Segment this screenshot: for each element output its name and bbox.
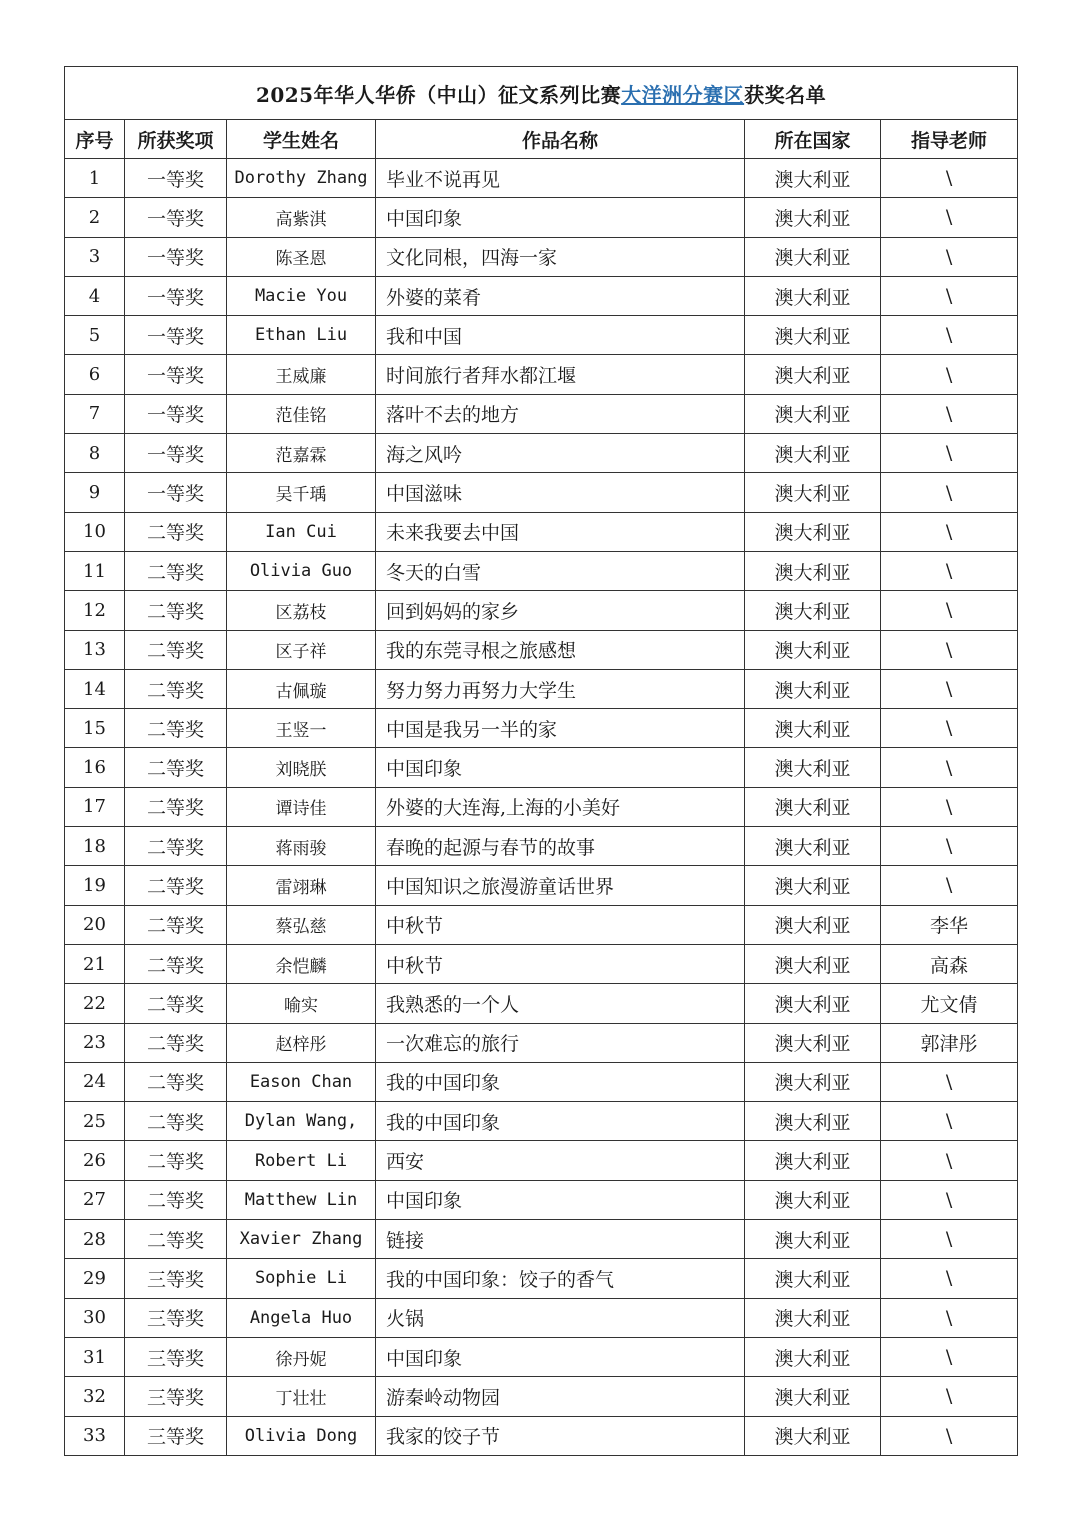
cell-country: 澳大利亚	[745, 473, 881, 512]
cell-work-title: 中国印象	[376, 198, 745, 237]
cell-index: 33	[65, 1416, 125, 1455]
cell-work-title: 我的东莞寻根之旅感想	[376, 630, 745, 669]
table-row	[65, 1062, 1018, 1101]
cell-teacher: \	[881, 709, 1018, 748]
cell-country: 澳大利亚	[745, 394, 881, 433]
cell-work-title: 链接	[376, 1220, 745, 1259]
region-link[interactable]: 大洋洲分赛区	[621, 82, 745, 107]
cell-index: 18	[65, 827, 125, 866]
cell-teacher: \	[881, 748, 1018, 787]
cell-teacher: 郭津彤	[881, 1023, 1018, 1062]
header-work: 作品名称	[376, 120, 745, 159]
table-row	[65, 905, 1018, 944]
cell-country: 澳大利亚	[745, 237, 881, 276]
cell-country: 澳大利亚	[745, 1377, 881, 1416]
table-row	[65, 944, 1018, 983]
cell-index: 26	[65, 1141, 125, 1180]
cell-teacher: \	[881, 1259, 1018, 1298]
cell-student-name: 雷翊琳	[227, 866, 376, 905]
cell-index: 22	[65, 984, 125, 1023]
cell-award: 二等奖	[125, 1141, 227, 1180]
cell-work-title: 未来我要去中国	[376, 512, 745, 551]
cell-country: 澳大利亚	[745, 984, 881, 1023]
cell-student-name: 喻实	[227, 984, 376, 1023]
cell-index: 16	[65, 748, 125, 787]
cell-work-title: 中国是我另一半的家	[376, 709, 745, 748]
cell-country: 澳大利亚	[745, 355, 881, 394]
table-row	[65, 1102, 1018, 1141]
cell-work-title: 中国滋味	[376, 473, 745, 512]
cell-award: 二等奖	[125, 709, 227, 748]
cell-award: 二等奖	[125, 866, 227, 905]
cell-work-title: 游秦岭动物园	[376, 1377, 745, 1416]
cell-teacher: \	[881, 1416, 1018, 1455]
table-row	[65, 669, 1018, 708]
cell-work-title: 毕业不说再见	[376, 159, 745, 198]
cell-award: 三等奖	[125, 1259, 227, 1298]
cell-award: 二等奖	[125, 944, 227, 983]
table-row	[65, 198, 1018, 237]
cell-teacher: \	[881, 551, 1018, 590]
cell-country: 澳大利亚	[745, 276, 881, 315]
header-index: 序号	[65, 120, 125, 159]
cell-work-title: 我和中国	[376, 316, 745, 355]
cell-index: 8	[65, 434, 125, 473]
cell-country: 澳大利亚	[745, 827, 881, 866]
cell-student-name: 余恺麟	[227, 944, 376, 983]
cell-student-name: 蒋雨骏	[227, 827, 376, 866]
cell-country: 澳大利亚	[745, 1298, 881, 1337]
cell-index: 23	[65, 1023, 125, 1062]
cell-teacher: \	[881, 1062, 1018, 1101]
cell-student-name: Angela Huo	[227, 1298, 376, 1337]
cell-index: 32	[65, 1377, 125, 1416]
cell-award: 一等奖	[125, 394, 227, 433]
cell-award: 二等奖	[125, 1023, 227, 1062]
cell-student-name: 赵梓彤	[227, 1023, 376, 1062]
header-teacher: 指导老师	[881, 120, 1018, 159]
cell-teacher: 尤文倩	[881, 984, 1018, 1023]
table-row	[65, 512, 1018, 551]
cell-teacher: \	[881, 394, 1018, 433]
header-student: 学生姓名	[227, 120, 376, 159]
cell-student-name: 刘晓朕	[227, 748, 376, 787]
cell-country: 澳大利亚	[745, 709, 881, 748]
cell-teacher: \	[881, 1298, 1018, 1337]
table-row	[65, 1298, 1018, 1337]
cell-index: 11	[65, 551, 125, 590]
cell-teacher: \	[881, 1377, 1018, 1416]
cell-country: 澳大利亚	[745, 1337, 881, 1376]
cell-work-title: 中秋节	[376, 944, 745, 983]
cell-award: 一等奖	[125, 237, 227, 276]
cell-country: 澳大利亚	[745, 198, 881, 237]
cell-index: 27	[65, 1180, 125, 1219]
cell-country: 澳大利亚	[745, 1416, 881, 1455]
cell-work-title: 我的中国印象	[376, 1062, 745, 1101]
cell-student-name: 王竖一	[227, 709, 376, 748]
header-award: 所获奖项	[125, 120, 227, 159]
cell-award: 三等奖	[125, 1298, 227, 1337]
table-row	[65, 237, 1018, 276]
cell-work-title: 中国知识之旅漫游童话世界	[376, 866, 745, 905]
cell-teacher: \	[881, 630, 1018, 669]
cell-work-title: 中国印象	[376, 1180, 745, 1219]
cell-index: 13	[65, 630, 125, 669]
cell-index: 17	[65, 787, 125, 826]
cell-student-name: Ian Cui	[227, 512, 376, 551]
title-suffix: 获奖名单	[744, 82, 827, 107]
cell-work-title: 时间旅行者拜水都江堰	[376, 355, 745, 394]
cell-country: 澳大利亚	[745, 1141, 881, 1180]
table-row	[65, 866, 1018, 905]
cell-work-title: 海之风吟	[376, 434, 745, 473]
cell-index: 9	[65, 473, 125, 512]
cell-student-name: 王威廉	[227, 355, 376, 394]
cell-index: 28	[65, 1220, 125, 1259]
cell-student-name: 区子祥	[227, 630, 376, 669]
cell-country: 澳大利亚	[745, 1102, 881, 1141]
table-row	[65, 276, 1018, 315]
cell-award: 二等奖	[125, 512, 227, 551]
cell-student-name: Dylan Wang,	[227, 1102, 376, 1141]
cell-student-name: 高紫淇	[227, 198, 376, 237]
table-row	[65, 1220, 1018, 1259]
table-row	[65, 355, 1018, 394]
cell-country: 澳大利亚	[745, 1062, 881, 1101]
cell-work-title: 中国印象	[376, 1337, 745, 1376]
cell-student-name: 陈圣恩	[227, 237, 376, 276]
cell-country: 澳大利亚	[745, 316, 881, 355]
table-row	[65, 1416, 1018, 1455]
cell-index: 2	[65, 198, 125, 237]
cell-index: 31	[65, 1337, 125, 1376]
cell-teacher: \	[881, 669, 1018, 708]
cell-student-name: Robert Li	[227, 1141, 376, 1180]
cell-teacher: \	[881, 316, 1018, 355]
cell-award: 三等奖	[125, 1377, 227, 1416]
cell-country: 澳大利亚	[745, 159, 881, 198]
cell-award: 三等奖	[125, 1337, 227, 1376]
cell-country: 澳大利亚	[745, 866, 881, 905]
cell-index: 21	[65, 944, 125, 983]
cell-award: 二等奖	[125, 630, 227, 669]
cell-award: 二等奖	[125, 748, 227, 787]
table-row	[65, 1377, 1018, 1416]
cell-work-title: 文化同根，四海一家	[376, 237, 745, 276]
cell-work-title: 落叶不去的地方	[376, 394, 745, 433]
cell-teacher: \	[881, 473, 1018, 512]
table-row	[65, 394, 1018, 433]
cell-index: 4	[65, 276, 125, 315]
table-row	[65, 709, 1018, 748]
cell-teacher: \	[881, 276, 1018, 315]
cell-award: 二等奖	[125, 827, 227, 866]
cell-award: 二等奖	[125, 1180, 227, 1219]
cell-country: 澳大利亚	[745, 512, 881, 551]
cell-work-title: 我的中国印象	[376, 1102, 745, 1141]
cell-student-name: Dorothy Zhang	[227, 159, 376, 198]
table-row	[65, 316, 1018, 355]
table-title	[65, 67, 1018, 120]
cell-award: 一等奖	[125, 316, 227, 355]
cell-teacher: \	[881, 355, 1018, 394]
cell-award: 一等奖	[125, 198, 227, 237]
cell-student-name: Matthew Lin	[227, 1180, 376, 1219]
table-row	[65, 1259, 1018, 1298]
table-row	[65, 434, 1018, 473]
cell-index: 1	[65, 159, 125, 198]
header-row	[65, 120, 1018, 159]
cell-student-name: Macie You	[227, 276, 376, 315]
cell-teacher: \	[881, 512, 1018, 551]
cell-award: 二等奖	[125, 984, 227, 1023]
cell-work-title: 中秋节	[376, 905, 745, 944]
cell-teacher: \	[881, 1102, 1018, 1141]
cell-teacher: \	[881, 787, 1018, 826]
table-row	[65, 787, 1018, 826]
cell-work-title: 我熟悉的一个人	[376, 984, 745, 1023]
cell-teacher: \	[881, 434, 1018, 473]
cell-country: 澳大利亚	[745, 669, 881, 708]
cell-award: 二等奖	[125, 551, 227, 590]
cell-student-name: 谭诗佳	[227, 787, 376, 826]
cell-work-title: 我的中国印象：饺子的香气	[376, 1259, 745, 1298]
cell-teacher: \	[881, 1141, 1018, 1180]
table-row	[65, 827, 1018, 866]
cell-work-title: 一次难忘的旅行	[376, 1023, 745, 1062]
table-row	[65, 1023, 1018, 1062]
cell-country: 澳大利亚	[745, 630, 881, 669]
cell-award: 二等奖	[125, 905, 227, 944]
cell-student-name: 徐丹妮	[227, 1337, 376, 1376]
cell-country: 澳大利亚	[745, 551, 881, 590]
cell-award: 一等奖	[125, 355, 227, 394]
cell-country: 澳大利亚	[745, 748, 881, 787]
cell-work-title: 火锅	[376, 1298, 745, 1337]
cell-student-name: 吴千瑀	[227, 473, 376, 512]
cell-award: 二等奖	[125, 1062, 227, 1101]
award-table	[64, 66, 1018, 1456]
cell-index: 19	[65, 866, 125, 905]
cell-teacher: \	[881, 1337, 1018, 1376]
cell-award: 一等奖	[125, 473, 227, 512]
cell-student-name: Ethan Liu	[227, 316, 376, 355]
table-row	[65, 1180, 1018, 1219]
cell-country: 澳大利亚	[745, 1180, 881, 1219]
cell-student-name: 蔡弘慈	[227, 905, 376, 944]
cell-index: 30	[65, 1298, 125, 1337]
cell-index: 3	[65, 237, 125, 276]
cell-teacher: \	[881, 159, 1018, 198]
table-row	[65, 159, 1018, 198]
cell-student-name: Olivia Dong	[227, 1416, 376, 1455]
cell-student-name: 范佳铭	[227, 394, 376, 433]
cell-work-title: 回到妈妈的家乡	[376, 591, 745, 630]
cell-index: 6	[65, 355, 125, 394]
table-row	[65, 630, 1018, 669]
cell-student-name: Xavier Zhang	[227, 1220, 376, 1259]
cell-country: 澳大利亚	[745, 434, 881, 473]
cell-index: 10	[65, 512, 125, 551]
cell-award: 三等奖	[125, 1416, 227, 1455]
cell-teacher: 李华	[881, 905, 1018, 944]
cell-work-title: 中国印象	[376, 748, 745, 787]
cell-teacher: \	[881, 591, 1018, 630]
cell-country: 澳大利亚	[745, 1259, 881, 1298]
cell-student-name: Sophie Li	[227, 1259, 376, 1298]
cell-work-title: 西安	[376, 1141, 745, 1180]
cell-award: 二等奖	[125, 1102, 227, 1141]
cell-award: 二等奖	[125, 787, 227, 826]
cell-teacher: \	[881, 1180, 1018, 1219]
cell-index: 7	[65, 394, 125, 433]
table-row	[65, 1141, 1018, 1180]
cell-index: 15	[65, 709, 125, 748]
cell-work-title: 外婆的菜肴	[376, 276, 745, 315]
cell-work-title: 努力努力再努力大学生	[376, 669, 745, 708]
cell-country: 澳大利亚	[745, 1220, 881, 1259]
cell-student-name: 范嘉霖	[227, 434, 376, 473]
cell-student-name: Olivia Guo	[227, 551, 376, 590]
cell-country: 澳大利亚	[745, 591, 881, 630]
cell-index: 25	[65, 1102, 125, 1141]
cell-teacher: \	[881, 237, 1018, 276]
cell-teacher: \	[881, 866, 1018, 905]
cell-teacher: \	[881, 1220, 1018, 1259]
table-row	[65, 748, 1018, 787]
cell-work-title: 冬天的白雪	[376, 551, 745, 590]
cell-student-name: 古佩璇	[227, 669, 376, 708]
cell-award: 二等奖	[125, 1220, 227, 1259]
cell-teacher: 高森	[881, 944, 1018, 983]
table-row	[65, 473, 1018, 512]
table-row	[65, 984, 1018, 1023]
cell-teacher: \	[881, 198, 1018, 237]
cell-index: 5	[65, 316, 125, 355]
cell-award: 一等奖	[125, 434, 227, 473]
cell-index: 20	[65, 905, 125, 944]
cell-work-title: 春晚的起源与春节的故事	[376, 827, 745, 866]
cell-award: 一等奖	[125, 276, 227, 315]
cell-student-name: Eason Chan	[227, 1062, 376, 1101]
cell-teacher: \	[881, 827, 1018, 866]
cell-work-title: 我家的饺子节	[376, 1416, 745, 1455]
award-list-sheet	[64, 66, 1017, 1456]
cell-country: 澳大利亚	[745, 787, 881, 826]
cell-student-name: 丁壮壮	[227, 1377, 376, 1416]
cell-index: 14	[65, 669, 125, 708]
cell-country: 澳大利亚	[745, 944, 881, 983]
cell-index: 12	[65, 591, 125, 630]
cell-country: 澳大利亚	[745, 1023, 881, 1062]
cell-award: 一等奖	[125, 159, 227, 198]
cell-index: 24	[65, 1062, 125, 1101]
cell-work-title: 外婆的大连海,上海的小美好	[376, 787, 745, 826]
table-row	[65, 551, 1018, 590]
cell-country: 澳大利亚	[745, 905, 881, 944]
cell-index: 29	[65, 1259, 125, 1298]
header-country: 所在国家	[745, 120, 881, 159]
table-row	[65, 1337, 1018, 1376]
title-prefix: 2025年华人华侨（中山）征文系列比赛	[255, 82, 622, 107]
table-row	[65, 591, 1018, 630]
cell-award: 二等奖	[125, 669, 227, 708]
cell-award: 二等奖	[125, 591, 227, 630]
table-body	[65, 159, 1018, 1456]
cell-student-name: 区荔枝	[227, 591, 376, 630]
